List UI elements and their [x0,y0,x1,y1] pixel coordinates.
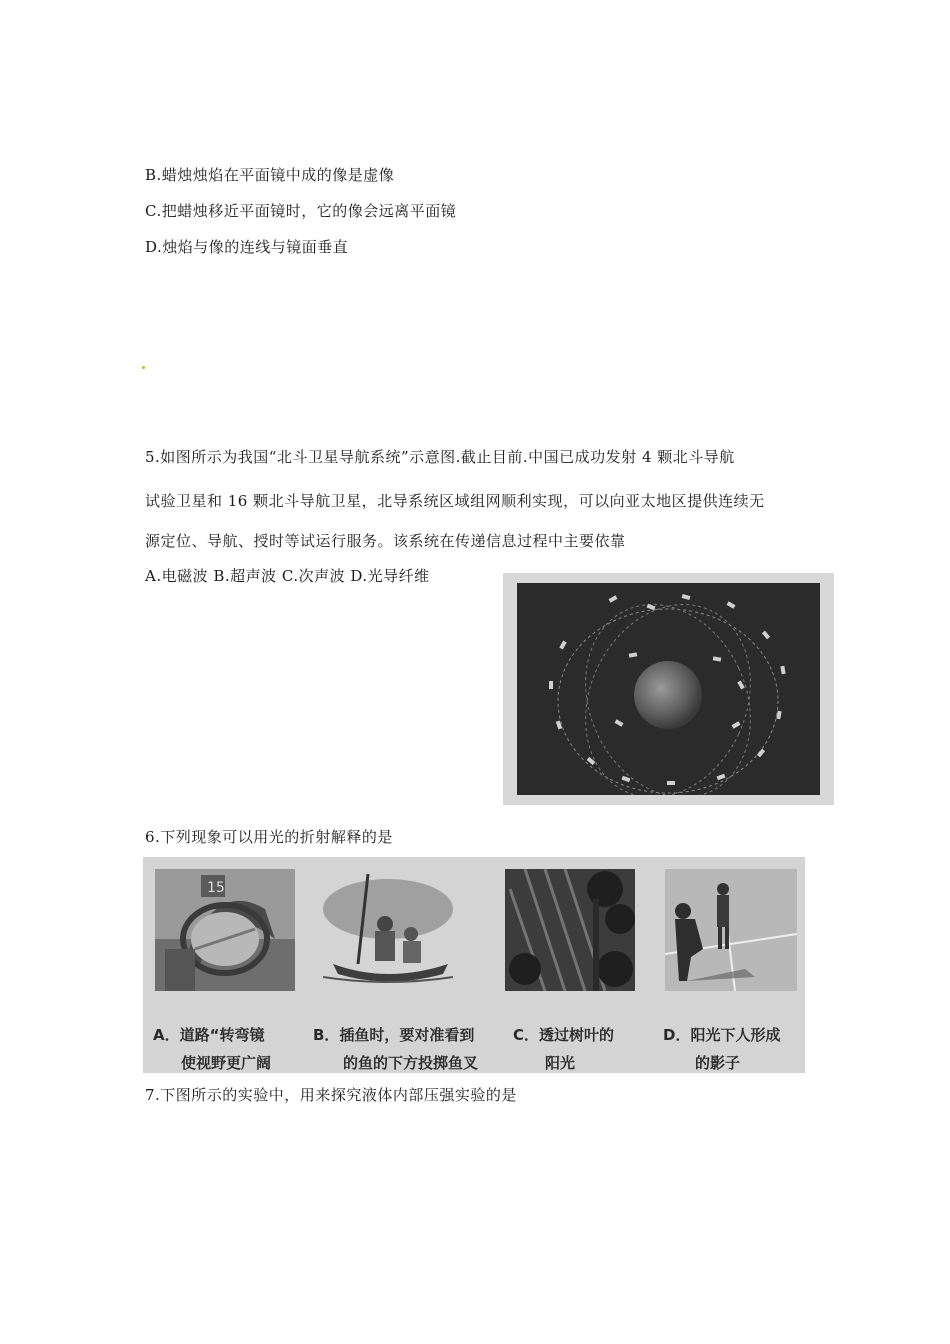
road-mirror-image [155,869,295,991]
orbit-diagram [517,583,820,795]
q5-options: A.电磁波 B.超声波 C.次声波 D.光导纤维 [145,567,430,585]
beidou-figure [503,573,834,805]
fishing-image [313,869,463,991]
caption-a-line2: 使视野更广阔 [181,1054,272,1072]
panel-c-sunlight [505,869,635,991]
stray-mark [142,366,145,369]
satellite-diagram [517,583,820,795]
q5-stem-line2: 试验卫星和 16 颗北斗导航卫星，北导系统区域组网顺利实现，可以向亚太地区提供连续无 [145,492,765,510]
caption-c-line2: 阳光 [545,1054,576,1072]
q6-options-figure [143,857,805,1073]
q5-stem-line1: 5.如图所示为我国“北斗卫星导航系统”示意图.截止目前.中国已成功发射 4 颗北斗导航 [145,448,735,466]
q4-option-c: C.把蜡烛移近平面镜时，它的像会远离平面镜 [145,202,457,220]
caption-d-line1: D．阳光下人形成 [663,1026,781,1044]
earth-globe [634,661,702,729]
shadow-image [665,869,797,991]
q6-stem: 6.下列现象可以用光的折射解释的是 [145,828,393,846]
caption-d-line2: 的影子 [695,1054,741,1072]
sunlight-image [505,869,635,991]
q5-stem-line3: 源定位、导航、授时等试运行服务。该系统在传递信息过程中主要依靠 [145,532,626,550]
q4-option-b: B.蜡烛烛焰在平面镜中成的像是虚像 [145,166,395,184]
caption-c-line1: C．透过树叶的 [513,1026,615,1044]
sign-number: 15 [207,880,225,896]
panel-d-shadow [665,869,797,991]
panel-a-mirror [155,869,295,991]
q7-stem: 7.下图所示的实验中，用来探究液体内部压强实验的是 [145,1086,517,1104]
panel-b-fishing [313,869,463,991]
caption-a-line1: A．道路“转弯镜 [153,1026,265,1044]
caption-b-line2: 的鱼的下方投掷鱼叉 [343,1054,479,1072]
q4-option-d: D.烛焰与像的连线与镜面垂直 [145,238,349,256]
caption-b-line1: B．插鱼时，要对准看到 [313,1026,475,1044]
